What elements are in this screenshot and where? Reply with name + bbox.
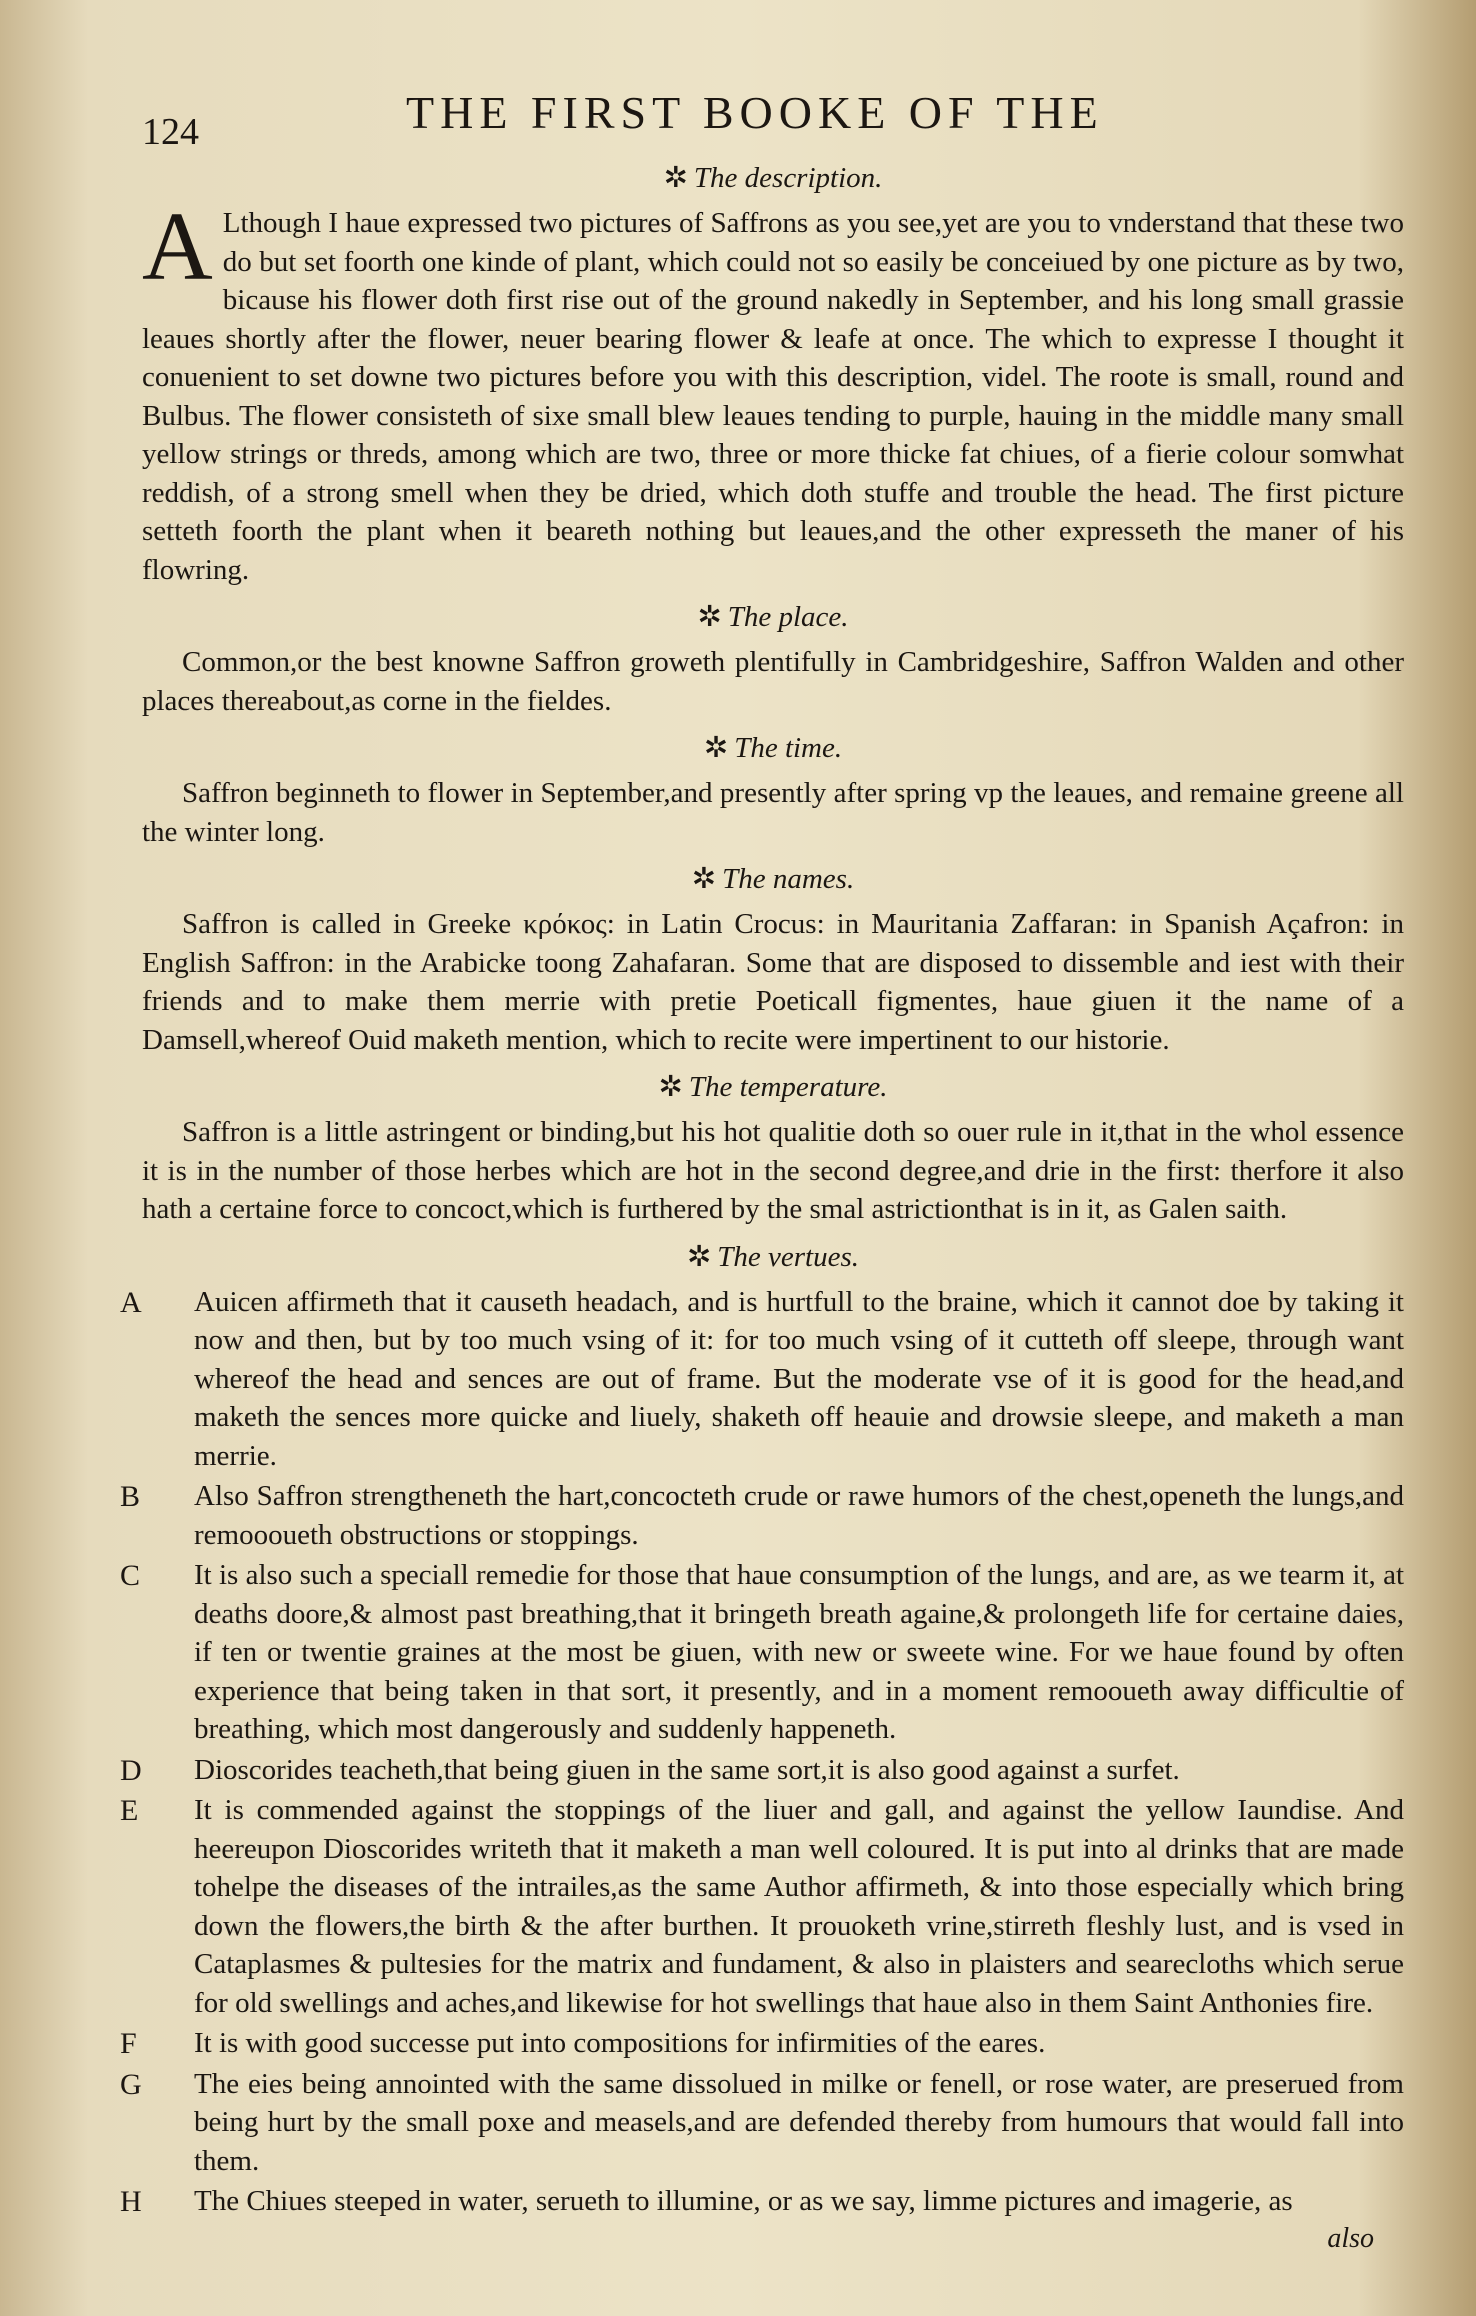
virtue-item-b — [120, 1477, 1404, 1554]
fleuron-icon: ✲ — [697, 601, 722, 633]
virtue-text: Auicen affirmeth that it causeth headach, and is hurtfull to the braine, which it cannot doe by taking it now and then, but by too much vsing of it: for too much vsing of it cutteth off sleepe, through want whereof the head and sences are out of frame. But the moderate vse of it is good for the head,and maketh the sences more quicke and liuely, shaketh off heauie and drowsie sleepe, and maketh a man merrie. — [194, 1285, 1404, 1472]
virtue-text: It is also such a speciall remedie for those that haue consumption of the lungs, and are, as we tearm it, at deaths doore,& almost past breathing,that it bringeth breath againe,& prolongeth life for certaine daies, if ten or twentie graines at the most be giuen, with new or sweete wine. For we haue found by often experience that being taken in that sort, it presently, and in a moment remooueth away difficultie of breathing, which most dangerously and suddenly happeneth. — [194, 1559, 1404, 1745]
virtue-letter: C — [120, 1559, 141, 1592]
virtue-item-f — [120, 2024, 1404, 2063]
virtue-item-g — [120, 2065, 1404, 2181]
time-paragraph: Saffron beginneth to flower in September,and presently after spring vp the leaues, and remaine greene all the winter long. — [142, 777, 1404, 848]
section-heading-temperature: ✲ The temperature. — [658, 1071, 888, 1103]
virtue-item-h — [120, 2182, 1404, 2221]
virtue-letter: F — [120, 2027, 137, 2060]
names-paragraph: Saffron is called in Greeke κρόκος: in Latin Crocus: in Mauritania Zaffaran: in Spanish Açafron: in English Saffron: in the Arabicke toong Zahafaran. Some that are disposed to dissemble and iest with their friends and to make them merrie with pretie Poeticall figmentes, haue giuen it the name of a Damsell,whereof Ouid maketh mention, which to recite were impertinent to our historie. — [142, 908, 1404, 1056]
section-heading-names: ✲ The names. — [691, 863, 855, 895]
virtue-item-d — [120, 1751, 1404, 1790]
virtue-text: Also Saffron strengtheneth the hart,concocteth crude or rawe humors of the chest,openeth the lungs,and remoooueth obstructions or stoppings. — [194, 1480, 1404, 1551]
virtue-item-e — [120, 1791, 1404, 2022]
virtue-letter: D — [120, 1753, 142, 1787]
description-paragraph: A Lthough I haue expressed two pictures of Saffrons as you see,yet are you to vnderstand that these two do but set foorth one kinde of plant, which could not so easily be conceiued by one picture as by two, bicause his flower doth first rise out of the ground nakedly in September, and his long small grassie leaues shortly after the flower, neuer bearing flower & leafe at once. The which to expresse I thought it conuenient to set downe two pictures before you with this description, videl. The roote is small, round and Bulbus. The flower consisteth of sixe small blew leaues tending to purple, hauing in the middle many small yellow strings or threds, among which are two, three or more thicke fat chiues, of a fierie colour somwhat reddish, of a strong smell when they be dried, which doth stuffe and trouble the head. The first picture setteth foorth the plant when it beareth nothing but leaues,and the other expresseth the maner of his flowring. — [142, 193, 1404, 586]
virtue-letter: G — [120, 2067, 142, 2101]
virtue-text: Dioscorides teacheth,that being giuen in the same sort,it is also good against a surfet. — [194, 1753, 1180, 1786]
virtue-item-a — [120, 1283, 1404, 1476]
temperature-paragraph: Saffron is a little astringent or binding,but his hot qualitie doth so ouer rule in it,that in the whol essence it is in the number of those herbes which are hot in the second degree,and drie in the first: therfore it also hath a certaine force to concoct,which is furthered by the smal astrictionthat is in it, as Galen saith. — [142, 1116, 1404, 1225]
running-head — [142, 78, 1404, 153]
running-title: THE FIRST BOOKE OF THE — [406, 87, 1104, 138]
catchword: also — [1327, 2222, 1374, 2254]
fleuron-icon: ✲ — [703, 732, 729, 764]
place-paragraph: Common,or the best knowne Saffron groweth plentifully in Cambridgeshire, Saffron Walden and other places thereabout,as corne in the fieldes. — [142, 646, 1404, 717]
virtue-text: The Chiues steeped in water, serueth to illumine, or as we say, limme pictures and imagerie, as — [194, 2185, 1293, 2217]
drop-cap: A — [142, 193, 213, 301]
fleuron-icon: ✲ — [691, 863, 717, 895]
fleuron-icon: ✲ — [663, 162, 688, 194]
fleuron-icon: ✲ — [686, 1240, 712, 1273]
virtue-item-c — [120, 1556, 1404, 1749]
section-heading-time: ✲ The time. — [703, 732, 843, 764]
virtue-letter: E — [120, 1794, 139, 1827]
section-heading-description: ✲ The description. — [663, 162, 883, 194]
virtue-text: It is with good successe put into compositions for infirmities of the eares. — [194, 2027, 1046, 2059]
page-number: 124 — [142, 111, 199, 153]
section-heading-place: ✲ The place. — [697, 601, 849, 633]
virtue-letter: B — [120, 1480, 141, 1513]
virtue-letter: A — [120, 1285, 142, 1319]
section-heading-vertues: ✲ The vertues. — [686, 1240, 860, 1273]
virtue-text: The eies being annointed with the same dissolued in milke or fenell, or rose water, are preserued from being hurt by the small poxe and measels,and are defended thereby from humours that would fall into them. — [194, 2067, 1404, 2177]
fleuron-icon: ✲ — [658, 1071, 683, 1103]
virtue-text: It is commended against the stoppings of the liuer and gall, and against the yellow Iaundise. And heereupon Dioscorides writeth that it maketh a man well coloured. It is put into al drinks that are made tohelpe the diseases of the intrailes,as the same Author affirmeth, & into those especially which bring down the flowers,the birth & the after burthen. It prouoketh vrine,stirreth fleshly lust, and is vsed in Cataplasmes & pultesies for the matrix and fundament, & also in plaisters and searecloths which serue for old swellings and aches,and likewise for hot swellings that haue also in them Saint Anthonies fire. — [194, 1794, 1404, 2019]
virtue-letter: H — [120, 2185, 142, 2218]
